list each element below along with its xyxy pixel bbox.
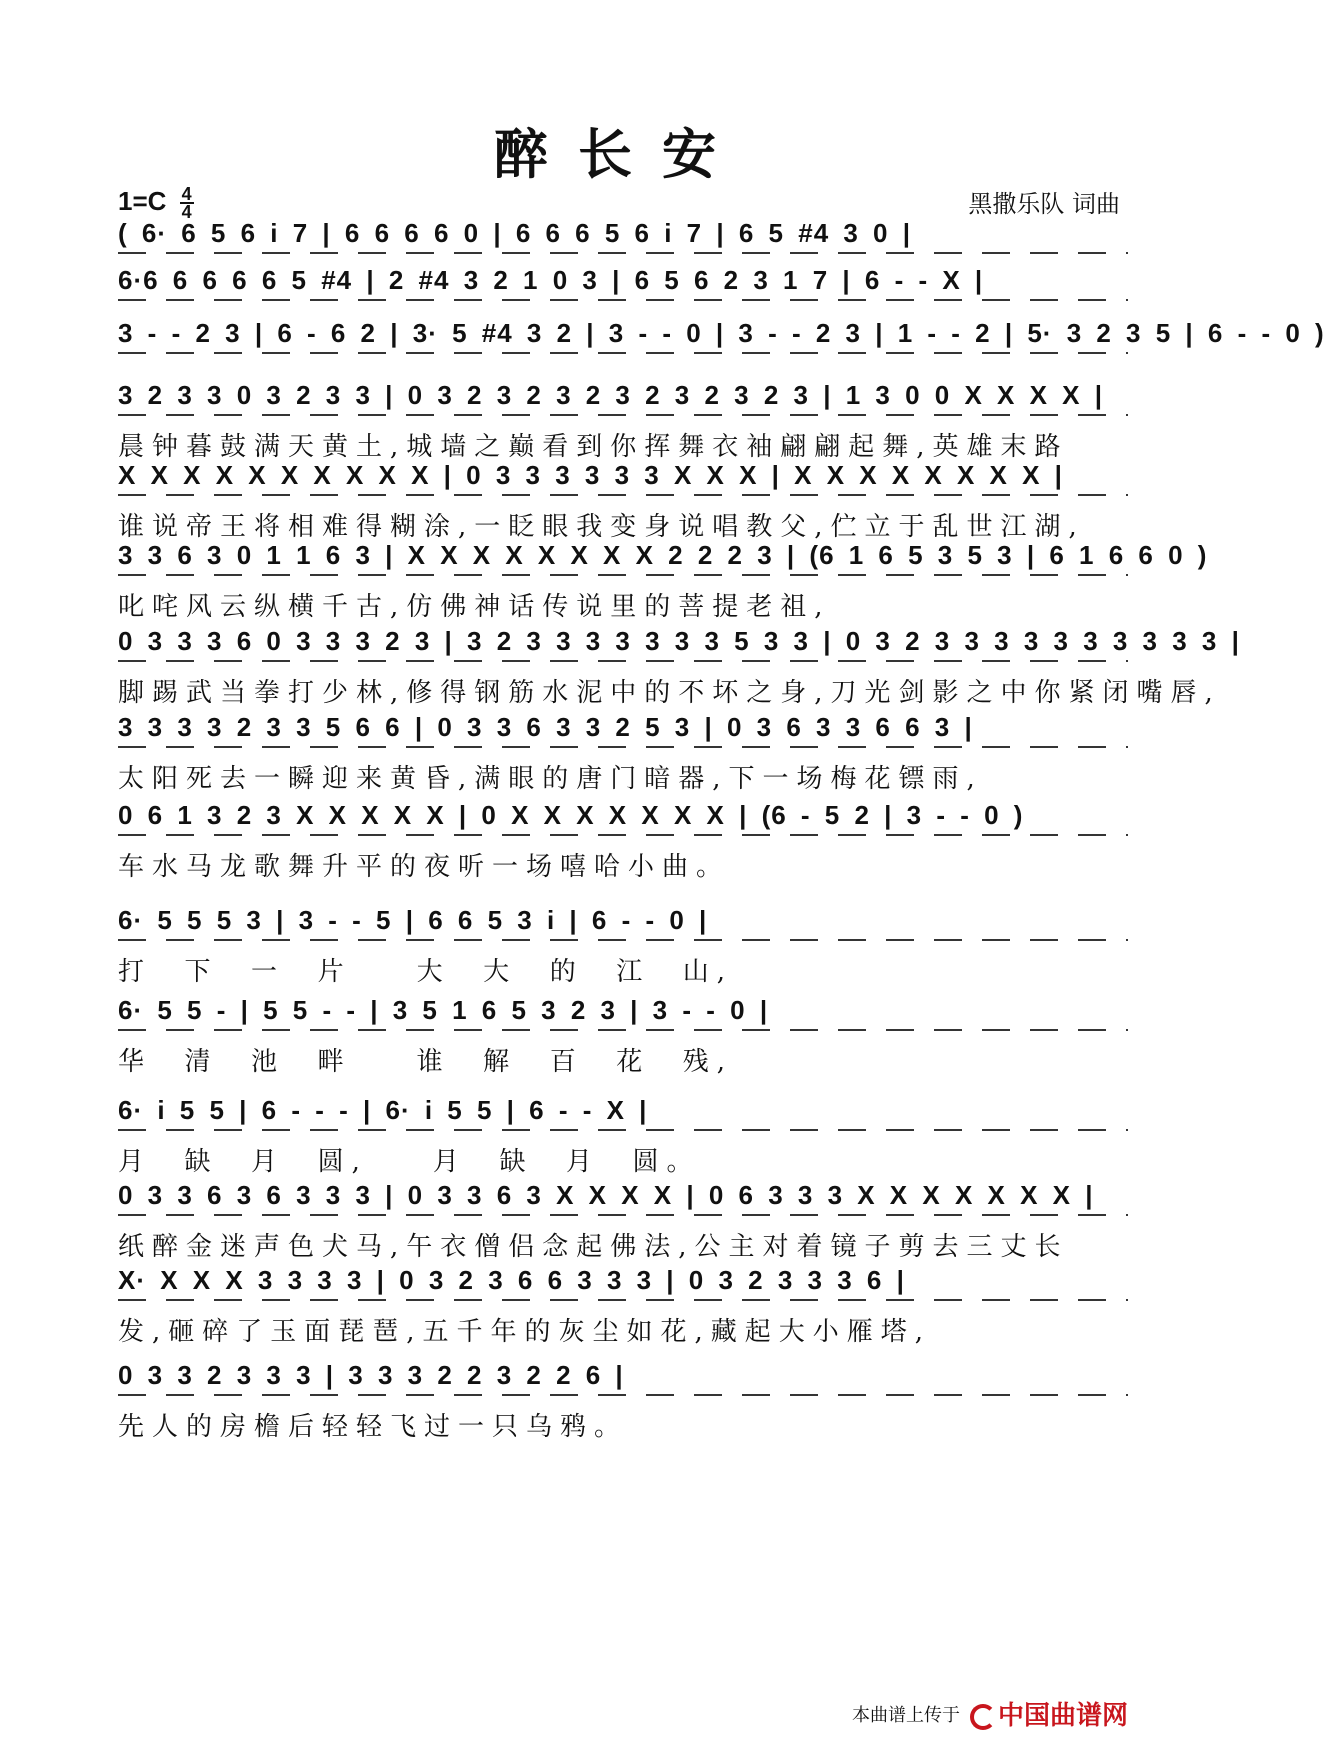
lyrics-line: 晨钟暮鼓满天黄土,城墙之巅看到你挥舞衣袖翩翩起舞,英雄末路 bbox=[118, 432, 1069, 462]
time-signature bbox=[180, 184, 194, 223]
lyrics-line: 月 缺 月 圆, 月 缺 月 圆。 bbox=[118, 1147, 701, 1177]
notation-line: 3 2 3 3 0 3 2 3 3 | 0 3 2 3 2 3 2 3 2 3 2 3 2 3 | 1 3 0 0 X X X X | bbox=[118, 380, 1128, 424]
notation-line: 0 6 1 3 2 3 X X X X X | 0 X X X X X X X | (6 - 5 2 | 3 - - 0 ) bbox=[118, 800, 1128, 844]
logo-text: 中国曲谱网 bbox=[997, 1701, 1128, 1731]
notation-line: 0 3 3 2 3 3 3 | 3 3 3 2 2 3 2 2 6 | bbox=[118, 1360, 1128, 1404]
lyrics-line: 脚踢武当拳打少林,修得钢筋水泥中的不坏之身,刀光剑影之中你紧闭嘴唇, bbox=[118, 678, 1221, 708]
lyrics-line: 太阳死去一瞬迎来黄昏,满眼的唐门暗器,下一场梅花镖雨, bbox=[118, 764, 983, 794]
song-title: 醉长安 bbox=[494, 122, 746, 186]
notation-line: 0 3 3 6 3 6 3 3 3 | 0 3 3 6 3 X X X X | 0 6 3 3 3 X X X X X X X | bbox=[118, 1180, 1128, 1224]
key-signature bbox=[118, 184, 194, 223]
lyrics-line: 华 清 池 畔 谁 解 百 花 残, bbox=[118, 1047, 734, 1077]
notation-line: 0 3 3 3 6 0 3 3 3 2 3 | 3 2 3 3 3 3 3 3 3 5 3 3 | 0 3 2 3 3 3 3 3 3 3 3 3 3 | bbox=[118, 626, 1128, 670]
lyrics-line: 打 下 一 片 大 大 的 江 山, bbox=[118, 957, 734, 987]
lyrics-line: 车水马龙歌舞升平的夜听一场嘻哈小曲。 bbox=[118, 852, 731, 882]
notation-line: 6· 5 5 - | 5 5 - - | 3 5 1 6 5 3 2 3 | 3 - - 0 | bbox=[118, 995, 1128, 1039]
notation-line: ( 6· 6 5 6 i 7 | 6 6 6 6 0 | 6 6 6 5 6 i 7 | 6 5 #4 3 0 | bbox=[118, 218, 1128, 262]
logo-icon bbox=[970, 1704, 996, 1730]
lyrics-line: 纸醉金迷声色犬马,午衣僧侣念起佛法,公主对着镜子剪去三丈长 bbox=[118, 1232, 1069, 1262]
composer-credit: 黑撒乐队 词曲 bbox=[968, 190, 1120, 218]
lyrics-line: 发,砸碎了玉面琵琶,五千年的灰尘如花,藏起大小雁塔, bbox=[118, 1317, 932, 1347]
key-label: 1=C bbox=[118, 186, 167, 216]
footer-text: 本曲谱上传于 bbox=[851, 1704, 960, 1726]
notation-line: X X X X X X X X X X | 0 3 3 3 3 3 3 X X X | X X X X X X X X | bbox=[118, 460, 1128, 504]
notation-line: 6· i 5 5 | 6 - - - | 6· i 5 5 | 6 - - X | bbox=[118, 1095, 1128, 1139]
lyrics-line: 叱咤风云纵横千古,仿佛神话传说里的菩提老祖, bbox=[118, 592, 831, 622]
site-logo bbox=[970, 1695, 1128, 1732]
lyrics-line: 先人的房檐后轻轻飞过一只乌鸦。 bbox=[118, 1412, 629, 1442]
notation-line: 6· 5 5 5 3 | 3 - - 5 | 6 6 5 3 i | 6 - - 0 | bbox=[118, 905, 1128, 949]
meter-bottom: 4 bbox=[181, 202, 192, 223]
notation-line: 6·6 6 6 6 6 5 #4 | 2 #4 3 2 1 0 3 | 6 5 6 2 3 1 7 | 6 - - X | bbox=[118, 265, 1128, 309]
notation-line: 3 3 6 3 0 1 1 6 3 | X X X X X X X X 2 2 2 3 | (6 1 6 5 3 5 3 | 6 1 6 6 0 ) bbox=[118, 540, 1128, 584]
lyrics-line: 谁说帝王将相难得糊涂,一眨眼我变身说唱教父,伫立于乱世江湖, bbox=[118, 512, 1085, 542]
notation-line: 3 3 3 3 2 3 3 5 6 6 | 0 3 3 6 3 3 2 5 3 | 0 3 6 3 3 6 6 3 | bbox=[118, 712, 1128, 756]
notation-line: X· X X X 3 3 3 3 | 0 3 2 3 6 6 3 3 3 | 0 3 2 3 3 3 6 | bbox=[118, 1265, 1128, 1309]
footer bbox=[852, 1695, 1128, 1732]
notation-line: 3 - - 2 3 | 6 - 6 2 | 3· 5 #4 3 2 | 3 - - 0 | 3 - - 2 3 | 1 - - 2 | 5· 3 2 3 5 | 6 - - 0 ) bbox=[118, 318, 1128, 362]
meter-top: 4 bbox=[181, 184, 192, 205]
